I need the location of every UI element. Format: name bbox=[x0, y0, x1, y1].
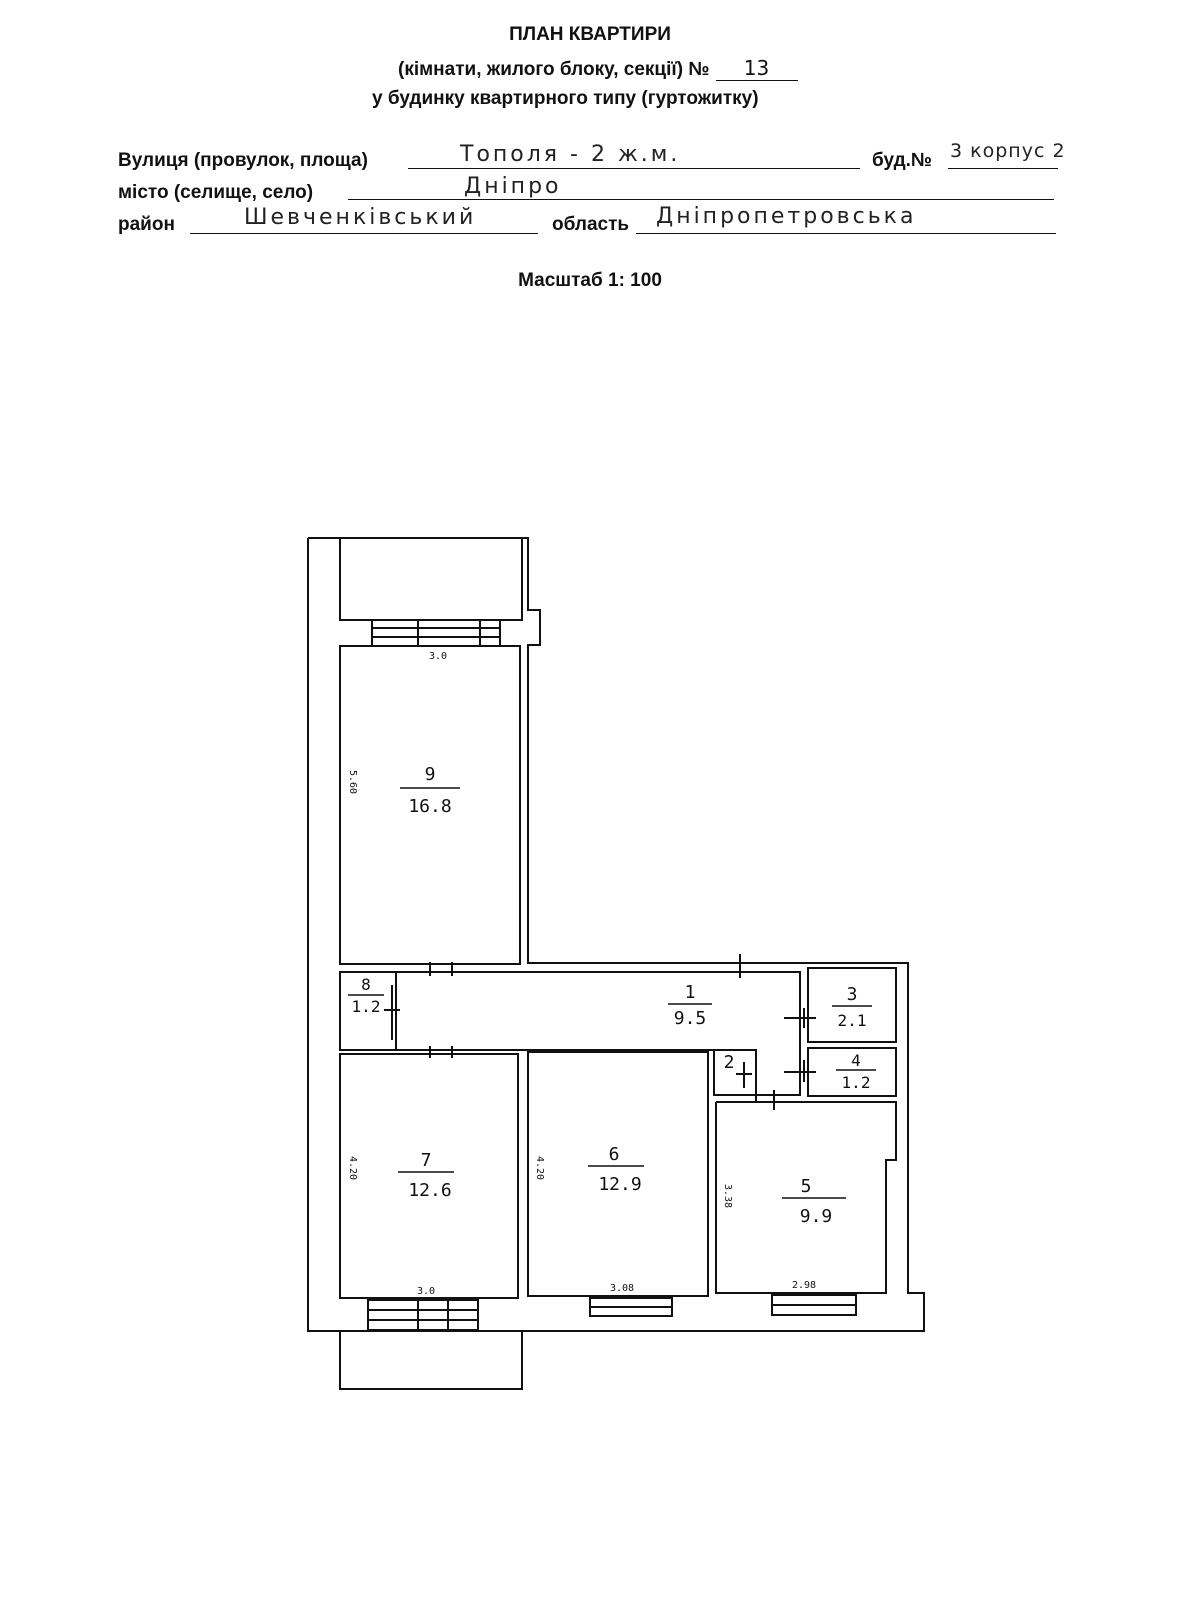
document-title: ПЛАН КВАРТИРИ bbox=[509, 24, 671, 45]
room-9-area: 16.8 bbox=[408, 796, 452, 817]
room-2-label bbox=[724, 1052, 735, 1073]
street-value: Тополя - 2 ж.м. bbox=[460, 142, 681, 167]
room-7-label bbox=[398, 1150, 454, 1201]
room-6-area: 12.9 bbox=[598, 1174, 642, 1195]
room-8-label bbox=[348, 975, 384, 1016]
room-4-area: 1.2 bbox=[841, 1073, 871, 1092]
room-6-number: 6 bbox=[608, 1144, 620, 1165]
street-label: Вулиця (провулок, площа) bbox=[118, 150, 368, 171]
dim-room6-length: 4.20 bbox=[534, 1155, 545, 1181]
dim-room6-width: 3.08 bbox=[609, 1283, 635, 1294]
apartment-number: 13 bbox=[716, 56, 798, 81]
building-label: буд.№ bbox=[872, 150, 933, 171]
room-2 bbox=[714, 1050, 756, 1095]
dim-room9-width: 3.0 bbox=[428, 651, 448, 662]
room-3-area: 2.1 bbox=[837, 1011, 867, 1030]
dim-room5-length: 3.38 bbox=[722, 1183, 733, 1209]
room-1-number: 1 bbox=[684, 982, 696, 1003]
room-1-label bbox=[668, 982, 712, 1029]
room-3-label bbox=[832, 984, 872, 1030]
dim-room7-width: 3.0 bbox=[416, 1286, 436, 1297]
city-value: Дніпро bbox=[464, 174, 562, 199]
dim-room7-length: 4.20 bbox=[347, 1155, 358, 1181]
room-8-area: 1.2 bbox=[351, 997, 381, 1016]
room-4-number: 4 bbox=[851, 1051, 861, 1070]
room-5-area: 9.9 bbox=[799, 1206, 833, 1227]
room-8-number: 8 bbox=[361, 975, 371, 994]
room-7 bbox=[340, 1054, 518, 1298]
region-label: область bbox=[552, 214, 630, 235]
room-6-label bbox=[588, 1144, 644, 1195]
room-3 bbox=[808, 968, 896, 1042]
room-3-number: 3 bbox=[846, 984, 858, 1005]
room-4-label bbox=[836, 1051, 876, 1092]
room-7-area: 12.6 bbox=[408, 1180, 452, 1201]
building-value: 3 корпус 2 bbox=[950, 140, 1066, 162]
room-1-corridor bbox=[396, 972, 800, 1095]
room-5-number: 5 bbox=[800, 1176, 812, 1197]
region-value: Дніпропетровська bbox=[656, 204, 917, 229]
dim-room9-length: 5.60 bbox=[347, 769, 358, 795]
room-9-number: 9 bbox=[424, 764, 436, 785]
top-balcony bbox=[340, 538, 522, 620]
scale-label: Масштаб 1: 100 bbox=[518, 270, 662, 291]
document-subtitle-building-type: у будинку квартирного типу (гуртожитку) bbox=[372, 88, 759, 109]
subtitle-text: (кімнати, жилого блоку, секції) № bbox=[398, 59, 710, 80]
room-1-area: 9.5 bbox=[673, 1008, 707, 1029]
dim-room5-width: 2.98 bbox=[791, 1280, 817, 1291]
district-label: район bbox=[118, 214, 175, 235]
district-value: Шевченківський bbox=[244, 205, 477, 230]
window-room7 bbox=[368, 1300, 478, 1330]
bottom-balcony bbox=[340, 1331, 522, 1389]
room-2-number: 2 bbox=[723, 1052, 735, 1073]
room-7-number: 7 bbox=[420, 1150, 432, 1171]
city-label: місто (селище, село) bbox=[118, 182, 314, 203]
room-9-label bbox=[400, 764, 460, 817]
room-5-label bbox=[782, 1176, 846, 1227]
